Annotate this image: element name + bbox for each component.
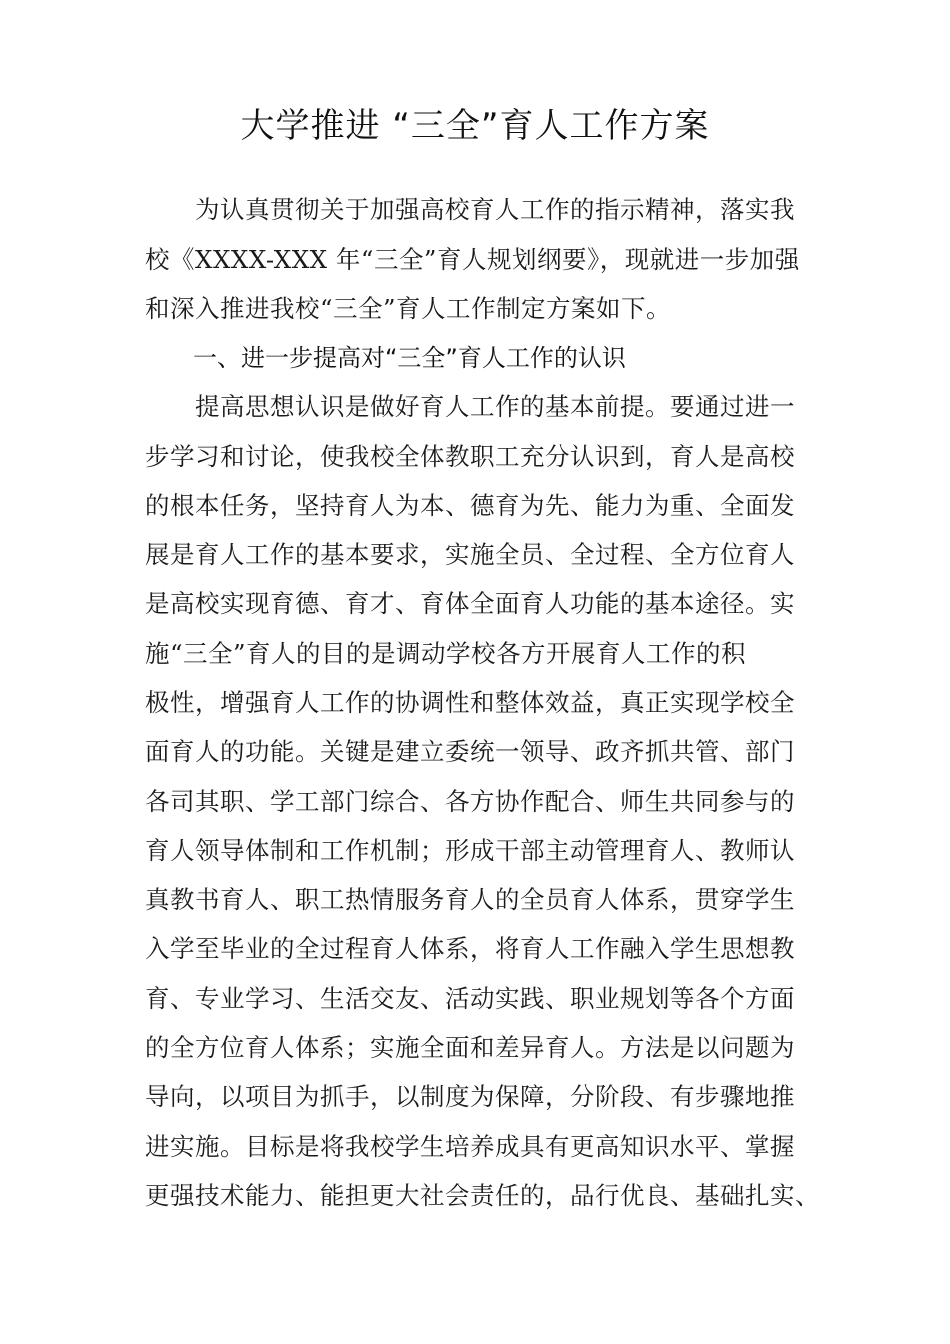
paragraph-line: 是高校实现育德、育才、育体全面育人功能的基本途径。实 [145, 589, 795, 618]
paragraph-line: 真教书育人、职工热情服务育人的全员育人体系，贯穿学生 [145, 885, 795, 914]
paragraph-line: 为认真贯彻关于加强高校育人工作的指示精神，落实我 [145, 195, 795, 224]
paragraph-line: 育人领导体制和工作机制；形成干部主动管理育人、教师认 [145, 836, 795, 865]
paragraph-line: 展是育人工作的基本要求，实施全员、全过程、全方位育人 [145, 540, 795, 569]
document-title: 大学推进 “三全”育人工作方案 [240, 106, 710, 146]
paragraph-line: 面育人的功能。关键是建立委统一领导、政齐抓共管、部门 [145, 737, 795, 766]
paragraph-line: 进实施。目标是将我校学生培养成具有更高知识水平、掌握 [145, 1132, 795, 1161]
paragraph-line: 导向，以项目为抓手，以制度为保障，分阶段、有步骤地推 [145, 1082, 795, 1111]
paragraph-line: 提高思想认识是做好育人工作的基本前提。要通过进一 [145, 392, 795, 421]
paragraph-line: 步学习和讨论，使我校全体教职工充分认识到，育人是高校 [145, 442, 795, 471]
paragraph-line: 施“三全”育人的目的是调动学校各方开展育人工作的积 [145, 639, 747, 668]
paragraph-line: 各司其职、学工部门综合、各方协作配合、师生共同参与的 [145, 787, 795, 816]
paragraph-line: 入学至毕业的全过程育人体系，将育人工作融入学生思想教 [145, 934, 795, 963]
paragraph-line: 校《XXXX-XXX 年“三全”育人规划纲要》，现就进一步加强 [145, 245, 800, 274]
paragraph-line: 育、专业学习、生活交友、活动实践、职业规划等各个方面 [145, 984, 795, 1013]
paragraph-line: 更强技术能力、能担更大社会责任的，品行优良、基础扎实、 [145, 1181, 820, 1210]
section-heading: 一、进一步提高对“三全”育人工作的认识 [193, 344, 626, 372]
paragraph-line: 的根本任务，坚持育人为本、德育为先、能力为重、全面发 [145, 491, 795, 520]
paragraph-line: 极性，增强育人工作的协调性和整体效益，真正实现学校全 [145, 688, 795, 717]
paragraph-line: 的全方位育人体系；实施全面和差异育人。方法是以问题为 [145, 1033, 795, 1062]
paragraph-line: 和深入推进我校“三全”育人工作制定方案如下。 [145, 294, 672, 323]
